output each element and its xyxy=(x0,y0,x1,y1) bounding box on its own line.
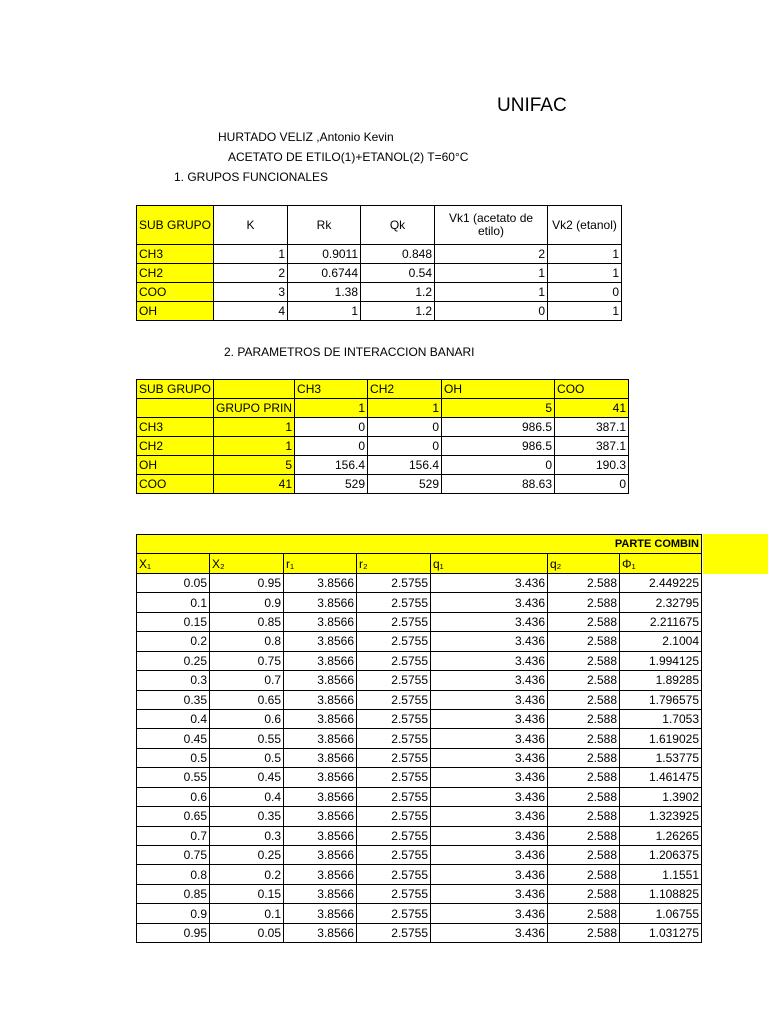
value-cell: 2.588 xyxy=(548,729,620,748)
header-cell: q₁ xyxy=(431,554,548,573)
value-cell: 2.5755 xyxy=(357,846,431,865)
value-cell: 2.5755 xyxy=(357,651,431,670)
table-row xyxy=(137,709,702,728)
value-cell: 3.436 xyxy=(431,651,548,670)
value-cell: 0.9 xyxy=(137,904,210,923)
value-cell: 3.436 xyxy=(431,748,548,767)
value-cell: 2.588 xyxy=(548,846,620,865)
value-cell: 0.6744 xyxy=(288,264,361,283)
header-highlight-band xyxy=(703,534,768,574)
value-cell: 2.5755 xyxy=(357,612,431,631)
value-cell: 3.8566 xyxy=(284,807,357,826)
value-cell: 2.588 xyxy=(548,768,620,787)
table-row xyxy=(137,729,702,748)
value-cell: 1.53775 xyxy=(620,748,702,767)
value-cell: 0.15 xyxy=(210,884,284,903)
value-cell: 529 xyxy=(295,475,368,494)
table-header-row xyxy=(137,554,702,573)
value-cell: 2.588 xyxy=(548,612,620,631)
table-row xyxy=(137,456,629,475)
value-cell: 2.5755 xyxy=(357,807,431,826)
value-cell: 1 xyxy=(548,302,622,321)
value-cell: 0.4 xyxy=(210,787,284,806)
value-cell: 2.588 xyxy=(548,573,620,592)
value-cell: 0 xyxy=(368,418,442,437)
header-cell: Rk xyxy=(288,206,361,245)
value-cell: 529 xyxy=(368,475,442,494)
value-cell: 3 xyxy=(214,283,288,302)
value-cell: 3.436 xyxy=(431,884,548,903)
table-cell: CH3 xyxy=(295,380,368,399)
table-row xyxy=(137,612,702,631)
value-cell: 986.5 xyxy=(442,418,555,437)
value-cell: 3.8566 xyxy=(284,593,357,612)
value-cell: 3.436 xyxy=(431,690,548,709)
value-cell: 0 xyxy=(295,418,368,437)
table-row xyxy=(137,671,702,690)
value-cell: 0.1 xyxy=(137,593,210,612)
system-line: ACETATO DE ETILO(1)+ETANOL(2) T=60°C xyxy=(228,150,469,164)
subgroup-cell: CH3 xyxy=(137,418,214,437)
value-cell: 2.588 xyxy=(548,787,620,806)
table-row xyxy=(137,264,622,283)
value-cell: 3.8566 xyxy=(284,904,357,923)
value-cell: 3.8566 xyxy=(284,865,357,884)
value-cell: 2.5755 xyxy=(357,884,431,903)
value-cell: 1.06755 xyxy=(620,904,702,923)
value-cell: 0.848 xyxy=(361,245,435,264)
value-cell: 0.95 xyxy=(210,573,284,592)
value-cell: 0.65 xyxy=(137,807,210,826)
value-cell: 2.5755 xyxy=(357,748,431,767)
table-row xyxy=(137,826,702,845)
table-cell: COO xyxy=(555,380,629,399)
value-cell: 1.206375 xyxy=(620,846,702,865)
value-cell: 3.436 xyxy=(431,923,548,942)
value-cell: 0.6 xyxy=(210,709,284,728)
value-cell: 1.38 xyxy=(288,283,361,302)
value-cell: 3.436 xyxy=(431,768,548,787)
value-cell: 3.436 xyxy=(431,865,548,884)
value-cell: 3.436 xyxy=(431,573,548,592)
value-cell: 0.9 xyxy=(210,593,284,612)
value-cell: 0.54 xyxy=(361,264,435,283)
value-cell: 3.8566 xyxy=(284,573,357,592)
value-cell: 1.2 xyxy=(361,302,435,321)
value-cell: 387.1 xyxy=(555,418,629,437)
value-cell: 2.32795 xyxy=(620,593,702,612)
value-cell: 3.8566 xyxy=(284,787,357,806)
table-cell: GRUPO PRIN xyxy=(214,399,295,418)
subgroup-cell: OH xyxy=(137,456,214,475)
functional-groups-table xyxy=(136,205,622,321)
table-row xyxy=(137,245,622,264)
value-cell: 156.4 xyxy=(368,456,442,475)
value-cell: 3.8566 xyxy=(284,612,357,631)
table-header-row xyxy=(137,206,622,245)
table-row xyxy=(137,573,702,592)
table-row xyxy=(137,418,629,437)
header-cell: q₂ xyxy=(548,554,620,573)
header-cell: Vk1 (acetato de etilo) xyxy=(435,206,548,245)
subgroup-cell: CH3 xyxy=(137,245,214,264)
value-cell: 0.4 xyxy=(137,709,210,728)
table-row xyxy=(137,865,702,884)
value-cell: 0.05 xyxy=(137,573,210,592)
value-cell: 2.588 xyxy=(548,748,620,767)
value-cell: 1.7053 xyxy=(620,709,702,728)
interaction-parameters-table xyxy=(136,379,629,494)
subgroup-cell: COO xyxy=(137,475,214,494)
table-cell xyxy=(214,380,295,399)
value-cell: 0 xyxy=(548,283,622,302)
header-cell: r₁ xyxy=(284,554,357,573)
value-cell: 0.8 xyxy=(137,865,210,884)
value-cell: 1.89285 xyxy=(620,671,702,690)
value-cell: 3.8566 xyxy=(284,923,357,942)
value-cell: 2.588 xyxy=(548,593,620,612)
value-cell: 3.8566 xyxy=(284,671,357,690)
value-cell: 3.436 xyxy=(431,787,548,806)
value-cell: 3.8566 xyxy=(284,768,357,787)
value-cell: 3.8566 xyxy=(284,748,357,767)
value-cell: 1.031275 xyxy=(620,923,702,942)
table-row xyxy=(137,768,702,787)
value-cell: 2.5755 xyxy=(357,690,431,709)
subgroup-cell: CH2 xyxy=(137,264,214,283)
value-cell: 1.796575 xyxy=(620,690,702,709)
table-row xyxy=(137,632,702,651)
value-cell: 3.436 xyxy=(431,846,548,865)
header-cell: X₂ xyxy=(210,554,284,573)
value-cell: 3.436 xyxy=(431,671,548,690)
header-cell: Vk2 (etanol) xyxy=(548,206,622,245)
header-cell: SUB GRUPO xyxy=(137,206,214,245)
value-cell: 0.25 xyxy=(137,651,210,670)
table-cell: 1 xyxy=(368,399,442,418)
value-cell: 1.619025 xyxy=(620,729,702,748)
table-cell: SUB GRUPO xyxy=(137,380,214,399)
value-cell: 0.75 xyxy=(210,651,284,670)
value-cell: 3.436 xyxy=(431,593,548,612)
table-cell: 5 xyxy=(442,399,555,418)
value-cell: 3.436 xyxy=(431,709,548,728)
header-cell: X₁ xyxy=(137,554,210,573)
value-cell: 0.35 xyxy=(210,807,284,826)
value-cell: 3.8566 xyxy=(284,729,357,748)
table-row xyxy=(137,302,622,321)
value-cell: 3.8566 xyxy=(284,690,357,709)
value-cell: 2.5755 xyxy=(357,826,431,845)
value-cell: 0.2 xyxy=(210,865,284,884)
value-cell: 1 xyxy=(548,245,622,264)
value-cell: 1 xyxy=(435,264,548,283)
table-row xyxy=(137,807,702,826)
table-cell: 1 xyxy=(295,399,368,418)
value-cell: 190.3 xyxy=(555,456,629,475)
value-cell: 0.55 xyxy=(137,768,210,787)
document-title: UNIFAC xyxy=(497,95,567,116)
section-banner: PARTE COMBIN xyxy=(137,535,702,554)
value-cell: 1 xyxy=(288,302,361,321)
header-cell: Φ₁ xyxy=(620,554,702,573)
value-cell: 0.15 xyxy=(137,612,210,631)
value-cell: 1.108825 xyxy=(620,884,702,903)
value-cell: 1.3902 xyxy=(620,787,702,806)
value-cell: 0.3 xyxy=(210,826,284,845)
table-cell: CH2 xyxy=(368,380,442,399)
value-cell: 0.75 xyxy=(137,846,210,865)
value-cell: 0.5 xyxy=(210,748,284,767)
header-cell: K xyxy=(214,206,288,245)
table-row xyxy=(137,787,702,806)
value-cell: 2 xyxy=(214,264,288,283)
value-cell: 2.5755 xyxy=(357,768,431,787)
value-cell: 2.588 xyxy=(548,826,620,845)
value-cell: 0.65 xyxy=(210,690,284,709)
value-cell: 2.5755 xyxy=(357,593,431,612)
value-cell: 2.588 xyxy=(548,923,620,942)
value-cell: 0.35 xyxy=(137,690,210,709)
value-cell: 3.8566 xyxy=(284,632,357,651)
table-row xyxy=(137,748,702,767)
value-cell: 0.5 xyxy=(137,748,210,767)
value-cell: 2.588 xyxy=(548,632,620,651)
value-cell: 41 xyxy=(214,475,295,494)
value-cell: 2.588 xyxy=(548,709,620,728)
value-cell: 0.85 xyxy=(210,612,284,631)
value-cell: 3.8566 xyxy=(284,826,357,845)
table-row xyxy=(137,283,622,302)
value-cell: 1 xyxy=(435,283,548,302)
value-cell: 0 xyxy=(368,437,442,456)
section-1-heading: 1. GRUPOS FUNCIONALES xyxy=(174,170,329,184)
table-row xyxy=(137,690,702,709)
value-cell: 2.588 xyxy=(548,690,620,709)
value-cell: 1 xyxy=(548,264,622,283)
table-row xyxy=(137,651,702,670)
table-cell xyxy=(137,399,214,418)
table-cell: OH xyxy=(442,380,555,399)
subgroup-cell: OH xyxy=(137,302,214,321)
value-cell: 3.8566 xyxy=(284,884,357,903)
value-cell: 2.588 xyxy=(548,884,620,903)
table-header-row xyxy=(137,380,629,399)
value-cell: 0 xyxy=(435,302,548,321)
value-cell: 2.5755 xyxy=(357,573,431,592)
value-cell: 3.8566 xyxy=(284,709,357,728)
table-cell: 41 xyxy=(555,399,629,418)
value-cell: 2.5755 xyxy=(357,923,431,942)
value-cell: 1.323925 xyxy=(620,807,702,826)
value-cell: 2.5755 xyxy=(357,709,431,728)
value-cell: 1.2 xyxy=(361,283,435,302)
value-cell: 0 xyxy=(442,456,555,475)
table-row xyxy=(137,846,702,865)
combinatorial-part-table xyxy=(136,534,702,943)
value-cell: 3.436 xyxy=(431,826,548,845)
value-cell: 3.436 xyxy=(431,612,548,631)
value-cell: 2.588 xyxy=(548,807,620,826)
subgroup-cell: CH2 xyxy=(137,437,214,456)
author-line: HURTADO VELIZ ,Antonio Kevin xyxy=(218,130,394,144)
value-cell: 2.588 xyxy=(548,865,620,884)
value-cell: 1.994125 xyxy=(620,651,702,670)
value-cell: 1 xyxy=(214,437,295,456)
value-cell: 2.5755 xyxy=(357,787,431,806)
value-cell: 986.5 xyxy=(442,437,555,456)
table-row xyxy=(137,437,629,456)
subgroup-cell: COO xyxy=(137,283,214,302)
value-cell: 0.7 xyxy=(210,671,284,690)
value-cell: 0 xyxy=(555,475,629,494)
value-cell: 3.436 xyxy=(431,729,548,748)
table-row xyxy=(137,884,702,903)
value-cell: 0.8 xyxy=(210,632,284,651)
table-row xyxy=(137,904,702,923)
value-cell: 2.588 xyxy=(548,671,620,690)
group-prin-row xyxy=(137,399,629,418)
value-cell: 4 xyxy=(214,302,288,321)
value-cell: 5 xyxy=(214,456,295,475)
value-cell: 1.461475 xyxy=(620,768,702,787)
value-cell: 0.7 xyxy=(137,826,210,845)
value-cell: 0.3 xyxy=(137,671,210,690)
value-cell: 88.63 xyxy=(442,475,555,494)
value-cell: 2.588 xyxy=(548,651,620,670)
value-cell: 0 xyxy=(295,437,368,456)
value-cell: 0.1 xyxy=(210,904,284,923)
value-cell: 0.45 xyxy=(210,768,284,787)
value-cell: 2.5755 xyxy=(357,671,431,690)
table-row xyxy=(137,475,629,494)
header-cell: Qk xyxy=(361,206,435,245)
value-cell: 2.449225 xyxy=(620,573,702,592)
value-cell: 2.588 xyxy=(548,904,620,923)
table-row xyxy=(137,593,702,612)
banner-row xyxy=(137,535,702,554)
value-cell: 156.4 xyxy=(295,456,368,475)
value-cell: 2.5755 xyxy=(357,632,431,651)
value-cell: 1 xyxy=(214,418,295,437)
value-cell: 2.211675 xyxy=(620,612,702,631)
value-cell: 1.26265 xyxy=(620,826,702,845)
value-cell: 0.9011 xyxy=(288,245,361,264)
value-cell: 3.436 xyxy=(431,904,548,923)
value-cell: 1.1551 xyxy=(620,865,702,884)
section-2-heading: 2. PARAMETROS DE INTERACCION BANARI xyxy=(224,345,475,359)
value-cell: 2 xyxy=(435,245,548,264)
value-cell: 2.5755 xyxy=(357,904,431,923)
value-cell: 0.95 xyxy=(137,923,210,942)
value-cell: 2.1004 xyxy=(620,632,702,651)
value-cell: 0.05 xyxy=(210,923,284,942)
header-cell: r₂ xyxy=(357,554,431,573)
value-cell: 0.45 xyxy=(137,729,210,748)
table-row xyxy=(137,923,702,942)
value-cell: 3.436 xyxy=(431,807,548,826)
value-cell: 387.1 xyxy=(555,437,629,456)
value-cell: 3.8566 xyxy=(284,846,357,865)
value-cell: 3.436 xyxy=(431,632,548,651)
value-cell: 1 xyxy=(214,245,288,264)
value-cell: 0.55 xyxy=(210,729,284,748)
value-cell: 0.6 xyxy=(137,787,210,806)
value-cell: 0.25 xyxy=(210,846,284,865)
value-cell: 0.2 xyxy=(137,632,210,651)
value-cell: 0.85 xyxy=(137,884,210,903)
value-cell: 3.8566 xyxy=(284,651,357,670)
value-cell: 2.5755 xyxy=(357,865,431,884)
value-cell: 2.5755 xyxy=(357,729,431,748)
